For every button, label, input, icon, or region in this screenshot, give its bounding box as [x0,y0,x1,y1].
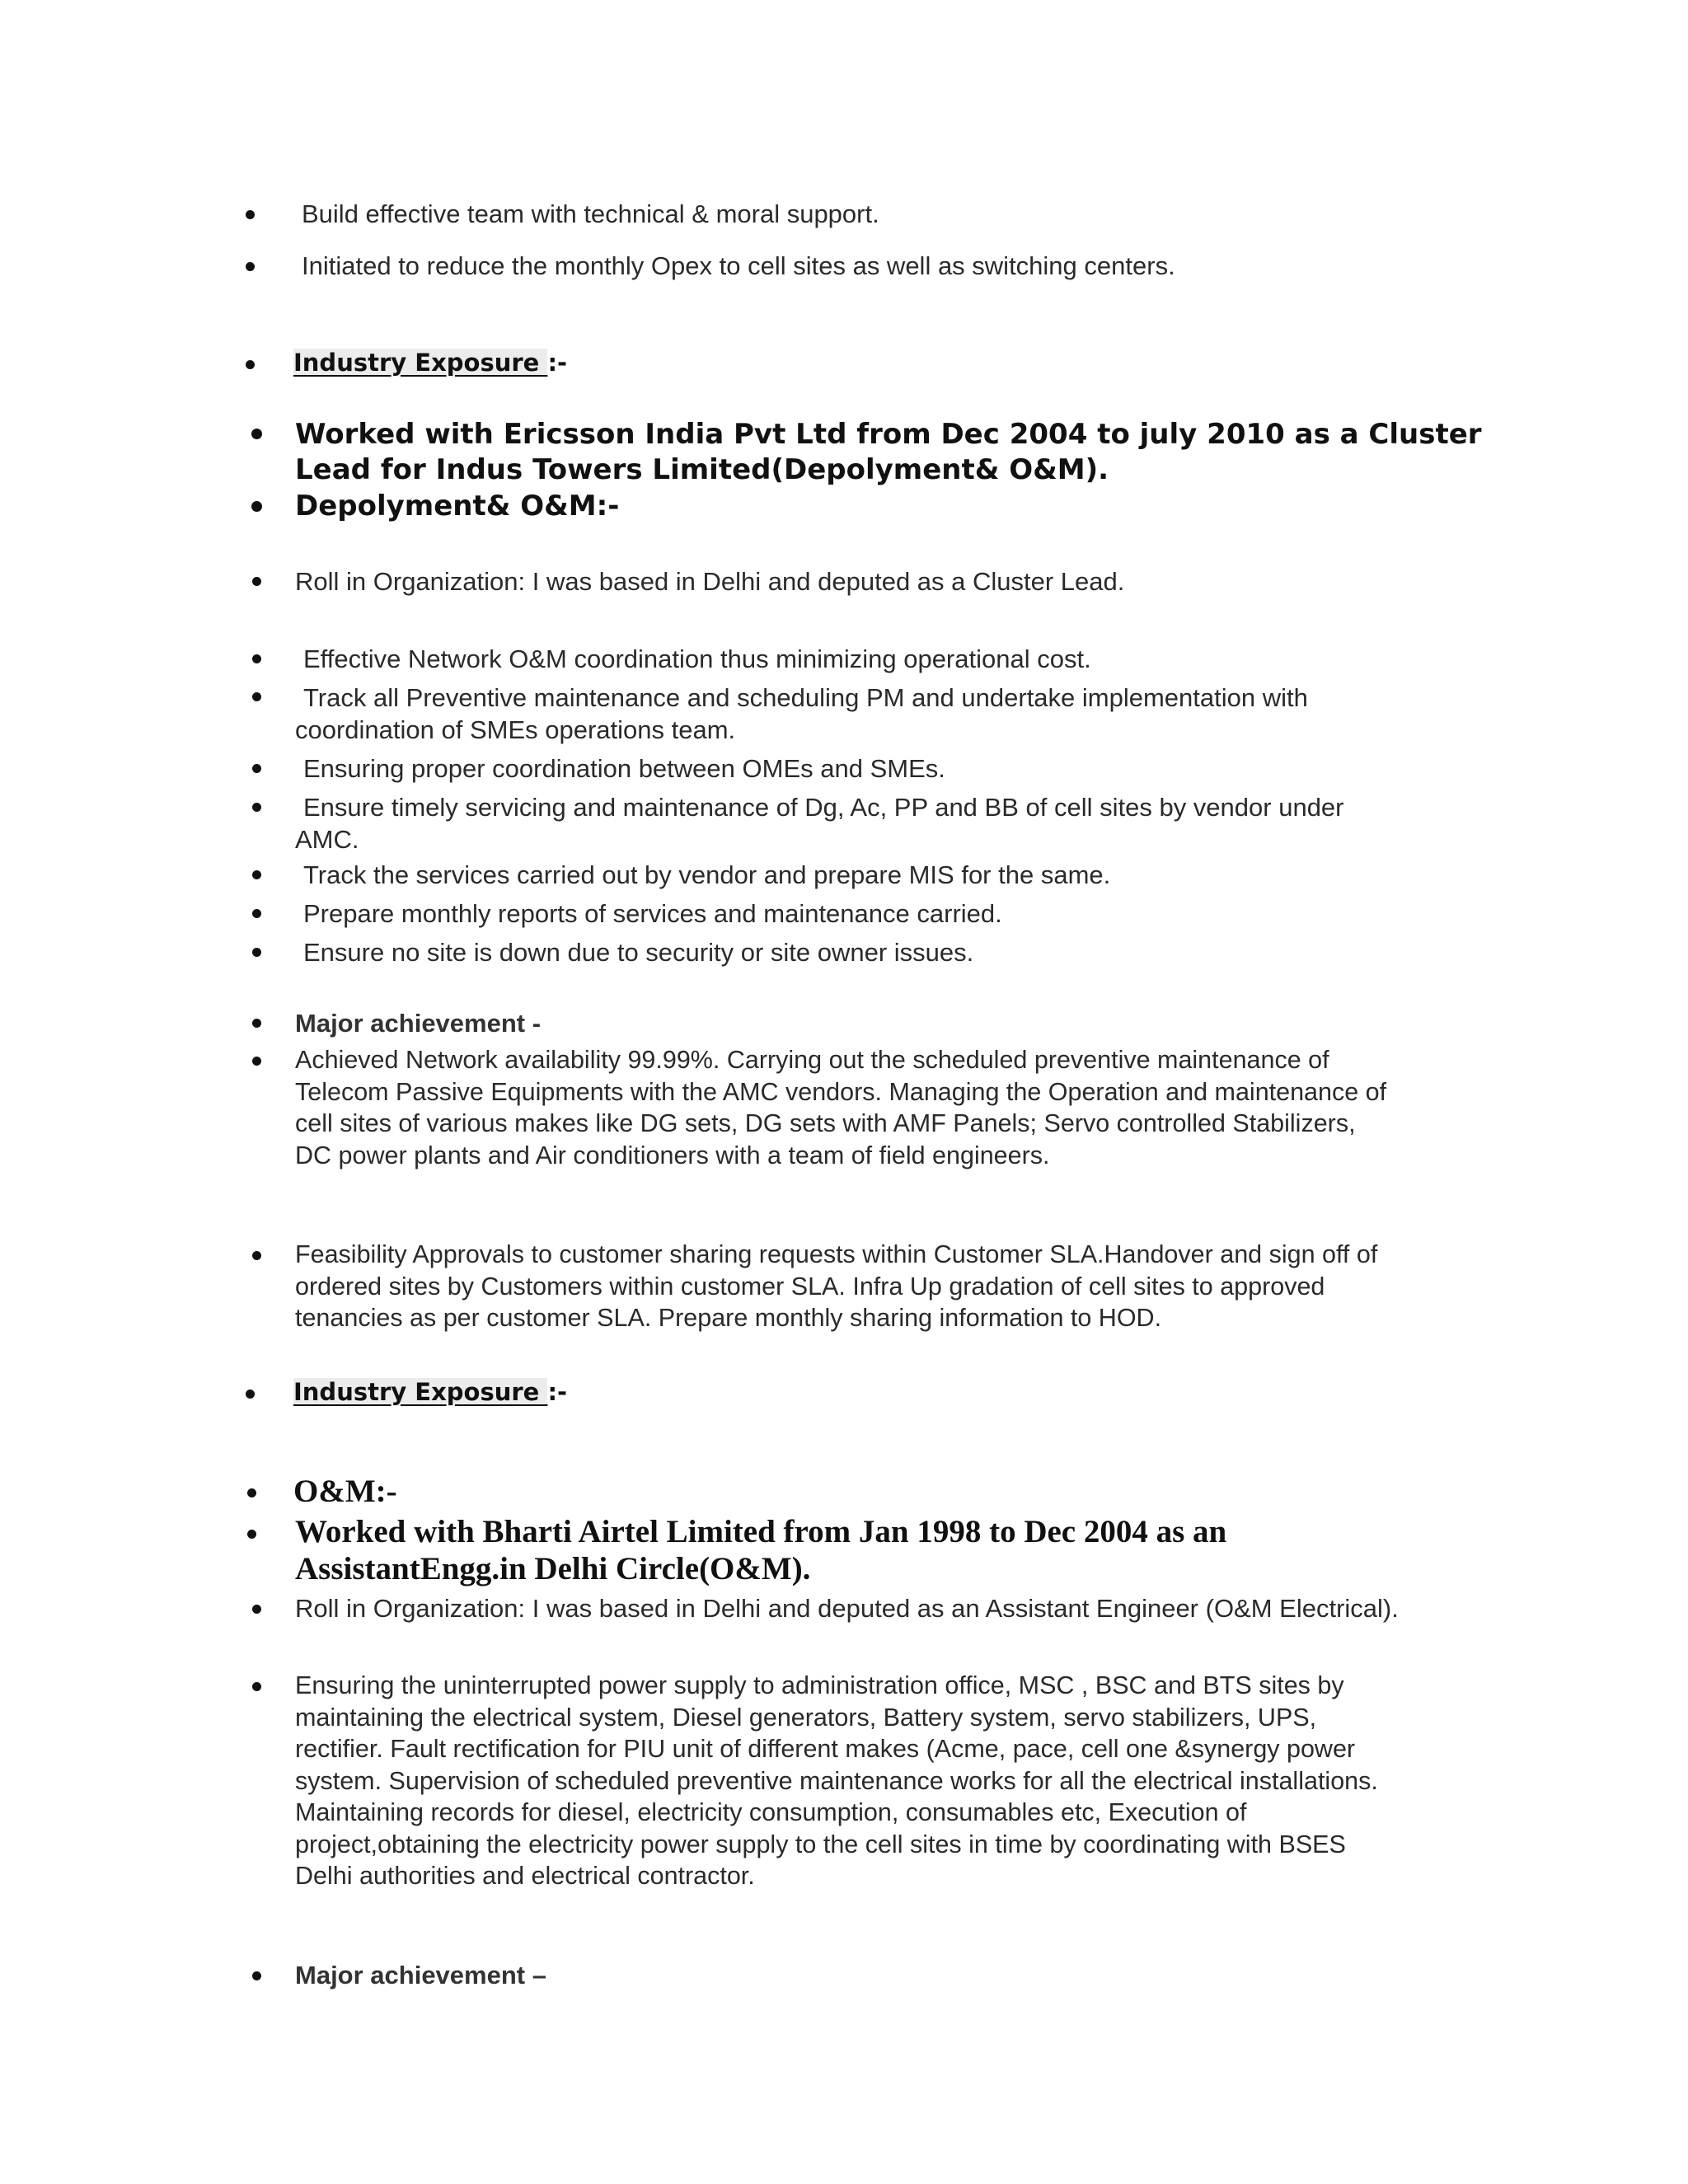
ericsson-roll-text: Roll in Organization: I was based in Delhi and deputed as a Cluster Lead. [295,567,1125,596]
feasibility-line: tenancies as per customer SLA. Prepare monthly sharing information to HOD. [295,1304,1162,1332]
duty-item: Effective Network O&M coordination thus minimizing operational cost. [303,644,1091,673]
bullet-dot [252,692,261,701]
airtel-title-line2: AssistantEngg.in Delhi Circle(O&M). [295,1551,811,1586]
bullet-dot [252,1019,261,1028]
industry-exposure-suffix: :- [547,1378,568,1406]
ericsson-achievement-paragraph [295,1044,1386,1171]
airtel-duty-line: Delhi authorities and electrical contractor. [295,1862,755,1890]
bullet-dot [251,501,262,512]
bullet-dot [246,262,255,271]
industry-exposure-label: Industry Exposure [293,1378,548,1406]
ericsson-deployment-heading: Depolyment& O&M:- [295,490,620,523]
airtel-duties-paragraph [295,1670,1378,1892]
ericsson-title-line2: Lead for Indus Towers Limited(Depolyment& O&M). [295,453,1109,486]
bullet-dot [252,870,261,879]
airtel-duty-line: system. Supervision of scheduled preventive maintenance works for all the electrical installations. [295,1766,1378,1795]
bullet-dot [246,360,255,369]
airtel-duty-line: rectifier. Fault rectification for PIU unit of different makes (Acme, pace, cell one &synergy power [295,1735,1356,1763]
feasibility-line: Feasibility Approvals to customer sharing requests within Customer SLA.Handover and sign off of [295,1240,1378,1268]
achievement-line: Telecom Passive Equipments with the AMC vendors. Managing the Operation and maintenance of [295,1077,1387,1106]
bullet-dot [246,210,255,219]
industry-exposure-heading [293,1377,567,1407]
airtel-roll-text: Roll in Organization: I was based in Delhi and deputed as an Assistant Engineer (O&M Electrical). [295,1594,1399,1623]
bullet-dot [252,803,261,812]
bullet-dot [252,948,261,957]
duty-item-continuation: coordination of SMEs operations team. [295,715,736,744]
duty-item: Prepare monthly reports of services and maintenance carried. [303,899,1002,928]
airtel-om-heading: O&M:- [293,1474,397,1509]
bullet-dot [252,1682,261,1691]
achievement-line: Achieved Network availability 99.99%. Carrying out the scheduled preventive maintenance of [295,1046,1329,1074]
duty-item: Ensure no site is down due to security or site owner issues. [303,938,974,967]
bullet-team-support: Build effective team with technical & moral support. [302,199,879,228]
airtel-title-line1: Worked with Bharti Airtel Limited from Jan 1998 to Dec 2004 as an [295,1514,1227,1549]
bullet-dot [252,764,261,773]
duty-item: Ensuring proper coordination between OMEs and SMEs. [303,754,945,783]
airtel-achievement-heading: Major achievement – [295,1961,546,1990]
achievement-line: cell sites of various makes like DG sets, DG sets with AMF Panels; Servo controlled Stabilizers, [295,1109,1356,1137]
bullet-dot [252,909,261,918]
bullet-dot [252,1971,261,1980]
duty-item: Track all Preventive maintenance and scheduling PM and undertake implementation with [303,683,1308,712]
duty-item-continuation: AMC. [295,825,359,854]
industry-exposure-label: Industry Exposure [293,349,548,377]
airtel-duty-line: maintaining the electrical system, Diesel generators, Battery system, servo stabilizers, UPS, [295,1703,1317,1732]
bullet-dot [252,1251,261,1260]
ericsson-achievement-heading: Major achievement - [295,1009,542,1038]
airtel-duty-line: Maintaining records for diesel, electricity consumption, consumables etc, Execution of [295,1798,1247,1826]
bullet-dot [252,1605,261,1614]
bullet-dot [251,429,262,439]
industry-exposure-heading [293,348,567,377]
ericsson-title-line1: Worked with Ericsson India Pvt Ltd from Dec 2004 to july 2010 as a Cluster [295,418,1482,451]
airtel-duty-line: Ensuring the uninterrupted power supply to administration office, MSC , BSC and BTS sites by [295,1671,1344,1699]
duty-item: Ensure timely servicing and maintenance of Dg, Ac, PP and BB of cell sites by vendor under [303,793,1344,822]
duty-item: Track the services carried out by vendor and prepare MIS for the same. [303,860,1111,889]
bullet-dot [246,1390,255,1399]
airtel-duty-line: project,obtaining the electricity power supply to the cell sites in time by coordinating with BSES [295,1830,1346,1858]
bullet-dot [252,654,261,663]
bullet-dot [247,1488,256,1497]
bullet-dot [252,1057,261,1066]
bullet-dot [252,577,261,586]
bullet-reduce-opex: Initiated to reduce the monthly Opex to cell sites as well as switching centers. [302,251,1175,280]
feasibility-line: ordered sites by Customers within customer SLA. Infra Up gradation of cell sites to approved [295,1272,1325,1301]
achievement-line: DC power plants and Air conditioners with a team of field engineers. [295,1141,1050,1169]
ericsson-feasibility-paragraph [295,1239,1377,1334]
bullet-dot [247,1530,256,1539]
industry-exposure-suffix: :- [547,349,568,377]
